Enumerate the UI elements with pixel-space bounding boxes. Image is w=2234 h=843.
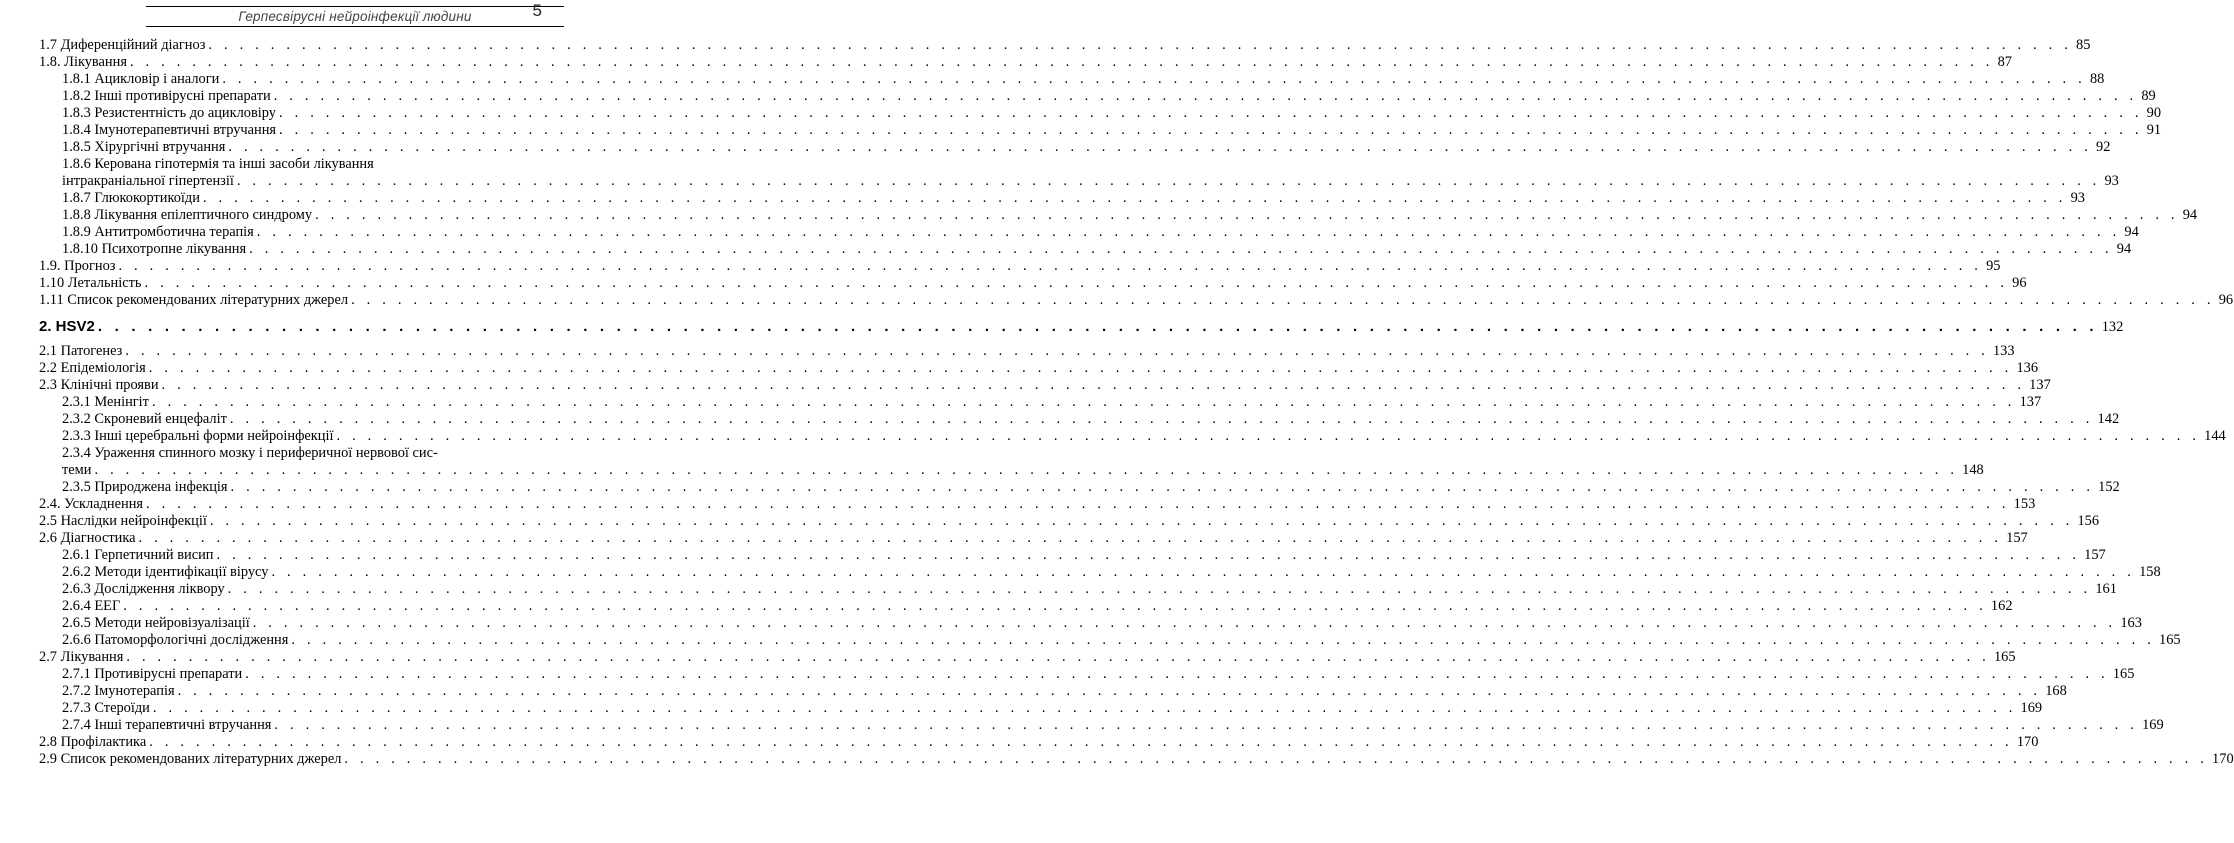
toc-entry-page: 148 [1962,462,1984,478]
toc-entry[interactable] [39,343,2015,360]
dot-leader: . . . . . . . . . . . . . . . . . . . . . . . . . . . . . . . . . . . . . . . . . . . . . . . . . . . . . . . . . . . . . . . . . . . . . . . . . . . . . . . . . . . . . . . . . . . . . . . . . . . . . . . . . . . . . . . . . . . . . . . . [279,122,2143,138]
dot-leader: . . . . . . . . . . . . . . . . . . . . . . . . . . . . . . . . . . . . . . . . . . . . . . . . . . . . . . . . . . . . . . . . . . . . . . . . . . . . . . . . . . . . . . . . . . . . . . . . . . . . . . . . . . . . . . . . . . . . . . . . [126,649,1990,665]
dot-leader: . . . . . . . . . . . . . . . . . . . . . . . . . . . . . . . . . . . . . . . . . . . . . . . . . . . . . . . . . . . . . . . . . . . . . . . . . . . . . . . . . . . . . . . . . . . . . . . . . . . . . . . . . . . . . . . . . . . . . . . . [245,666,2109,682]
toc-entry-page: 94 [2124,224,2139,240]
toc-entry-page: 132 [2101,319,2124,335]
toc-entry[interactable] [39,122,2162,139]
toc-entry-title: 2.6.4 ЕЕГ [62,598,121,614]
toc-entry[interactable] [39,394,2042,411]
dot-leader: . . . . . . . . . . . . . . . . . . . . . . . . . . . . . . . . . . . . . . . . . . . . . . . . . . . . . . . . . . . . . . . . . . . . . . . . . . . . . . . . . . . . . . . . . . . . . . . . . . . . . . . . . . . . . . . . . . . . . . . . [177,683,2042,699]
toc-entry-title: 1.11 Список рекомендованих літературних джерел [39,292,349,308]
dot-leader: . . . . . . . . . . . . . . . . . . . . . . . . . . . . . . . . . . . . . . . . . . . . . . . . . . . . . . . . . . . . . . . . . . . . . . . . . . . . . . . . . . . . . . . . . . . . . . . . . . . . . . . . . . . . . . . . . . . . . . . . [249,241,2113,257]
toc-entry-title: 2.8 Профілактика [39,734,147,750]
toc-entry-title: 1.10 Летальність [39,275,142,291]
dot-leader: . . . . . . . . . . . . . . . . . . . . . . . . . . . . . . . . . . . . . . . . . . . . . . . . . . . . . . . . . . . . . . . . . . . . . . . . . . . . . . . . . . . . . . . . . . . . . . . . . . . . . . . . . . . . . . . . . . . . . . . . [208,37,2073,53]
toc-entry[interactable] [39,156,2119,190]
toc-entry-title: теми [62,462,92,478]
toc-entry-page: 169 [2142,717,2164,733]
toc-entry-title: 1.8.3 Резистентність до ацикловіру [62,105,276,121]
toc-entry[interactable] [39,258,2001,275]
dot-leader: . . . . . . . . . . . . . . . . . . . . . . . . . . . . . . . . . . . . . . . . . . . . . . . . . . . . . . . . . . . . . . . . . . . . . . . . . . . . . . . . . . . . . . . . . . . . . . . . . . . . . . . . . . . . . . . . . . . . . . . . [146,496,2010,512]
dot-leader: . . . . . . . . . . . . . . . . . . . . . . . . . . . . . . . . . . . . . . . . . . . . . . . . . . . . . . . . . . . . . . . . . . . . . . . . . . . . . . . . . . . . . . . . . . . . . . . . . . . . . . . . . . . . . . . . . . . . . . . . [97,318,2098,335]
dot-leader: . . . . . . . . . . . . . . . . . . . . . . . . . . . . . . . . . . . . . . . . . . . . . . . . . . . . . . . . . . . . . . . . . . . . . . . . . . . . . . . . . . . . . . . . . . . . . . . . . . . . . . . . . . . . . . . . . . . . . . . . [151,394,2016,410]
toc-entry-title: 2.6.3 Дослідження ліквору [62,581,225,597]
toc-entry-page: 165 [2112,666,2135,682]
toc-entry-page: 163 [2120,615,2142,631]
toc-entry[interactable] [39,428,2226,445]
toc-entry-page: 168 [2045,683,2067,699]
toc-entry[interactable] [39,734,2039,751]
dot-leader: . . . . . . . . . . . . . . . . . . . . . . . . . . . . . . . . . . . . . . . . . . . . . . . . . . . . . . . . . . . . . . . . . . . . . . . . . . . . . . . . . . . . . . . . . . . . . . . . . . . . . . . . . . . . . . . . . . . . . . . . [279,105,2143,121]
toc-entry-title: 1.8.10 Психотропне лікування [62,241,247,257]
dot-leader: . . . . . . . . . . . . . . . . . . . . . . . . . . . . . . . . . . . . . . . . . . . . . . . . . . . . . . . . . . . . . . . . . . . . . . . . . . . . . . . . . . . . . . . . . . . . . . . . . . . . . . . . . . . . . . . . . . . . . . . . [118,258,1983,274]
dot-leader: . . . . . . . . . . . . . . . . . . . . . . . . . . . . . . . . . . . . . . . . . . . . . . . . . . . . . . . . . . . . . . . . . . . . . . . . . . . . . . . . . . . . . . . . . . . . . . . . . . . . . . . . . . . . . . . . . . . . . . . . [202,190,2067,206]
toc-entry-title: 2.9 Список рекомендованих літературних джерел [39,751,342,767]
toc-entry[interactable] [39,717,2164,734]
toc-entry-title-first-line: 1.8.6 Керована гіпотермія та інші засоби лікування [62,156,374,172]
dot-leader: . . . . . . . . . . . . . . . . . . . . . . . . . . . . . . . . . . . . . . . . . . . . . . . . . . . . . . . . . . . . . . . . . . . . . . . . . . . . . . . . . . . . . . . . . . . . . . . . . . . . . . . . . . . . . . . . . . . . . . . . [123,598,1987,614]
running-title: Герпесвірусні нейроінфекції людини [238,9,472,24]
dot-leader: . . . . . . . . . . . . . . . . . . . . . . . . . . . . . . . . . . . . . . . . . . . . . . . . . . . . . . . . . . . . . . . . . . . . . . . . . . . . . . . . . . . . . . . . . . . . . . . . . . . . . . . . . . . . . . . . . . . . . . . . [315,207,2179,223]
toc-entry-title: 1.9. Прогноз [39,258,116,274]
toc-entry-title: 2.4. Ускладнення [39,496,144,512]
dot-leader: . . . . . . . . . . . . . . . . . . . . . . . . . . . . . . . . . . . . . . . . . . . . . . . . . . . . . . . . . . . . . . . . . . . . . . . . . . . . . . . . . . . . . . . . . . . . . . . . . . . . . . . . . . . . . . . . . . . . . . . . [216,547,2081,563]
toc-entry-title: 2.7.4 Інші терапевтичні втручання [62,717,272,733]
toc-entry-title: 2.6.1 Герпетичний висип [62,547,214,563]
dot-leader: . . . . . . . . . . . . . . . . . . . . . . . . . . . . . . . . . . . . . . . . . . . . . . . . . . . . . . . . . . . . . . . . . . . . . . . . . . . . . . . . . . . . . . . . . . . . . . . . . . . . . . . . . . . . . . . . . . . . . . . . [230,479,2095,495]
toc-entry-title: 2.1 Патогенез [39,343,123,359]
toc-entry-page: 144 [2204,428,2226,444]
dot-leader: . . . . . . . . . . . . . . . . . . . . . . . . . . . . . . . . . . . . . . . . . . . . . . . . . . . . . . . . . . . . . . . . . . . . . . . . . . . . . . . . . . . . . . . . . . . . . . . . . . . . . . . . . . . . . . . . . . . . . . . . [336,428,2201,444]
toc-entry[interactable] [39,666,2135,683]
toc-entry[interactable] [39,581,2117,598]
dot-leader: . . . . . . . . . . . . . . . . . . . . . . . . . . . . . . . . . . . . . . . . . . . . . . . . . . . . . . . . . . . . . . . . . . . . . . . . . . . . . . . . . . . . . . . . . . . . . . . . . . . . . . . . . . . . . . . . . . . . . . . . [228,139,2092,155]
toc-entry-page: 156 [2077,513,2100,529]
dot-leader: . . . . . . . . . . . . . . . . . . . . . . . . . . . . . . . . . . . . . . . . . . . . . . . . . . . . . . . . . . . . . . . . . . . . . . . . . . . . . . . . . . . . . . . . . . . . . . . . . . . . . . . . . . . . . . . . . . . . . . . . [256,224,2121,240]
toc-entry[interactable] [39,190,2085,207]
toc-entry-title: 2.6.5 Методи нейровізуалізації [62,615,250,631]
toc-entry-title: 2.3.5 Природжена інфекція [62,479,228,495]
dot-leader: . . . . . . . . . . . . . . . . . . . . . . . . . . . . . . . . . . . . . . . . . . . . . . . . . . . . . . . . . . . . . . . . . . . . . . . . . . . . . . . . . . . . . . . . . . . . . . . . . . . . . . . . . . . . . . . . . . . . . . . . [152,700,2017,716]
toc-entry[interactable] [39,445,1984,479]
dot-leader: . . . . . . . . . . . . . . . . . . . . . . . . . . . . . . . . . . . . . . . . . . . . . . . . . . . . . . . . . . . . . . . . . . . . . . . . . . . . . . . . . . . . . . . . . . . . . . . . . . . . . . . . . . . . . . . . . . . . . . . . [149,734,2013,750]
toc-entry-page: 137 [2019,394,2042,410]
toc-entry-page: 94 [2182,207,2198,223]
dot-leader: . . . . . . . . . . . . . . . . . . . . . . . . . . . . . . . . . . . . . . . . . . . . . . . . . . . . . . . . . . . . . . . . . . . . . . . . . . . . . . . . . . . . . . . . . . . . . . . . . . . . . . . . . . . . . . . . . . . . . . . . [236,173,2101,189]
toc-entry-title: 1.8.2 Інші противірусні препарати [62,88,271,104]
dot-leader: . . . . . . . . . . . . . . . . . . . . . . . . . . . . . . . . . . . . . . . . . . . . . . . . . . . . . . . . . . . . . . . . . . . . . . . . . . . . . . . . . . . . . . . . . . . . . . . . . . . . . . . . . . . . . . . . . . . . . . . . [274,717,2139,733]
toc-entry[interactable] [39,547,2106,564]
toc-entry[interactable] [39,615,2142,632]
toc-entry-page: 142 [2097,411,2120,427]
toc-entry[interactable] [39,564,2161,581]
toc-entry-title: 1.8.8 Лікування епілептичного синдрому [62,207,313,223]
toc-entry-page: 93 [2104,173,2119,189]
toc-entry-page: 153 [2013,496,2036,512]
toc-entry[interactable] [39,751,2234,768]
toc-entry-page: 136 [2016,360,2039,376]
toc-entry-page: 89 [2141,88,2156,104]
toc-entry-page: 162 [1990,598,2013,614]
toc-entry[interactable] [39,377,2051,394]
toc-entry-title: 2.7.1 Противірусні препарати [62,666,243,682]
toc-entry-title: 2. HSV2 [39,318,95,335]
toc-entry[interactable] [39,683,2067,700]
toc-entry-title: 2.5 Наслідки нейроінфекції [39,513,207,529]
dot-leader: . . . . . . . . . . . . . . . . . . . . . . . . . . . . . . . . . . . . . . . . . . . . . . . . . . . . . . . . . . . . . . . . . . . . . . . . . . . . . . . . . . . . . . . . . . . . . . . . . . . . . . . . . . . . . . . . . . . . . . . . [273,88,2138,104]
page-number: 5 [532,1,542,20]
toc-entry[interactable] [39,530,2028,547]
toc-entry-page: 92 [2096,139,2111,155]
running-header [146,6,564,27]
toc-entry[interactable] [39,496,2036,513]
toc-entry-title: 1.8.4 Імунотерапевтичні втручання [62,122,277,138]
dot-leader: . . . . . . . . . . . . . . . . . . . . . . . . . . . . . . . . . . . . . . . . . . . . . . . . . . . . . . . . . . . . . . . . . . . . . . . . . . . . . . . . . . . . . . . . . . . . . . . . . . . . . . . . . . . . . . . . . . . . . . . . [252,615,2117,631]
dot-leader: . . . . . . . . . . . . . . . . . . . . . . . . . . . . . . . . . . . . . . . . . . . . . . . . . . . . . . . . . . . . . . . . . . . . . . . . . . . . . . . . . . . . . . . . . . . . . . . . . . . . . . . . . . . . . . . . . . . . . . . . [271,564,2136,580]
toc-entry-page: 161 [2095,581,2117,597]
toc-entry-title: 2.3.1 Менінгіт [62,394,149,410]
toc-entry[interactable] [39,411,2120,428]
toc-entry-page: 133 [1992,343,2015,359]
toc-entry-title: 2.7.3 Стероїди [62,700,150,716]
toc-entry-page: 87 [1997,54,2012,70]
toc-entry-page: 90 [2146,105,2162,121]
toc-entry-page: 165 [2159,632,2181,648]
toc-entry[interactable] [39,54,2012,71]
toc-entry-title: 2.3.3 Інші церебральні форми нейроінфекції [62,428,334,444]
dot-leader: . . . . . . . . . . . . . . . . . . . . . . . . . . . . . . . . . . . . . . . . . . . . . . . . . . . . . . . . . . . . . . . . . . . . . . . . . . . . . . . . . . . . . . . . . . . . . . . . . . . . . . . . . . . . . . . . . . . . . . . . [129,54,1994,70]
toc-entry-title: 1.8.1 Ацикловір і аналоги [62,71,220,87]
dot-leader: . . . . . . . . . . . . . . . . . . . . . . . . . . . . . . . . . . . . . . . . . . . . . . . . . . . . . . . . . . . . . . . . . . . . . . . . . . . . . . . . . . . . . . . . . . . . . . . . . . . . . . . . . . . . . . . . . . . . . . . . [351,292,2215,308]
toc-entry[interactable] [39,632,2181,649]
toc-entry[interactable] [39,513,2100,530]
toc-entry-title: інтракраніальної гіпертензії [62,173,234,189]
toc-entry-title: 2.7 Лікування [39,649,124,665]
toc-entry[interactable] [39,275,2027,292]
dot-leader: . . . . . . . . . . . . . . . . . . . . . . . . . . . . . . . . . . . . . . . . . . . . . . . . . . . . . . . . . . . . . . . . . . . . . . . . . . . . . . . . . . . . . . . . . . . . . . . . . . . . . . . . . . . . . . . . . . . . . . . . [125,343,1989,359]
dot-leader: . . . . . . . . . . . . . . . . . . . . . . . . . . . . . . . . . . . . . . . . . . . . . . . . . . . . . . . . . . . . . . . . . . . . . . . . . . . . . . . . . . . . . . . . . . . . . . . . . . . . . . . . . . . . . . . . . . . . . . . . [291,632,2156,648]
toc-entry-page: 137 [2029,377,2051,393]
toc-entry[interactable] [39,292,2234,309]
dot-leader: . . . . . . . . . . . . . . . . . . . . . . . . . . . . . . . . . . . . . . . . . . . . . . . . . . . . . . . . . . . . . . . . . . . . . . . . . . . . . . . . . . . . . . . . . . . . . . . . . . . . . . . . . . . . . . . . . . . . . . . . [222,71,2086,87]
toc-entry-page: 94 [2116,241,2132,257]
toc-entry-title: 2.6.6 Патоморфологічні дослідження [62,632,289,648]
toc-entry-title: 1.7 Диференційний діагноз [39,37,206,53]
toc-entry-page: 88 [2089,71,2105,87]
toc-entry[interactable] [39,88,2156,105]
toc-entry[interactable] [39,649,2016,666]
toc-entry[interactable] [39,105,2162,122]
toc-entry-page: 96 [2218,292,2234,308]
toc-entry-title: 2.6 Діагностика [39,530,136,546]
toc-entry[interactable] [39,700,2043,717]
toc-entry-title: 1.8.7 Глюкокортикоїди [62,190,200,206]
dot-leader: . . . . . . . . . . . . . . . . . . . . . . . . . . . . . . . . . . . . . . . . . . . . . . . . . . . . . . . . . . . . . . . . . . . . . . . . . . . . . . . . . . . . . . . . . . . . . . . . . . . . . . . . . . . . . . . . . . . . . . . . [94,462,1959,478]
toc-entry-title: 1.8.5 Хірургічні втручання [62,139,226,155]
dot-leader: . . . . . . . . . . . . . . . . . . . . . . . . . . . . . . . . . . . . . . . . . . . . . . . . . . . . . . . . . . . . . . . . . . . . . . . . . . . . . . . . . . . . . . . . . . . . . . . . . . . . . . . . . . . . . . . . . . . . . . . . [209,513,2074,529]
toc-entry-page: 157 [2084,547,2106,563]
toc-chapter-entry[interactable] [39,318,2124,336]
dot-leader: . . . . . . . . . . . . . . . . . . . . . . . . . . . . . . . . . . . . . . . . . . . . . . . . . . . . . . . . . . . . . . . . . . . . . . . . . . . . . . . . . . . . . . . . . . . . . . . . . . . . . . . . . . . . . . . . . . . . . . . . [161,377,2026,393]
toc-entry-title: 2.6.2 Методи ідентифікації вірусу [62,564,269,580]
toc-entry[interactable] [39,598,2013,615]
dot-leader: . . . . . . . . . . . . . . . . . . . . . . . . . . . . . . . . . . . . . . . . . . . . . . . . . . . . . . . . . . . . . . . . . . . . . . . . . . . . . . . . . . . . . . . . . . . . . . . . . . . . . . . . . . . . . . . . . . . . . . . . [138,530,2003,546]
toc-entry-title: 1.8. Лікування [39,54,127,70]
toc-entry[interactable] [39,224,2139,241]
toc-entry[interactable] [39,479,2120,496]
toc-entry-page: 169 [2020,700,2043,716]
toc-entry-page: 93 [2070,190,2085,206]
toc-entry-title-first-line: 2.3.4 Ураження спинного мозку і периферичної нервової сис- [62,445,438,461]
toc-entry[interactable] [39,241,2132,258]
toc-entry-page: 165 [1993,649,2016,665]
toc-entry-page: 85 [2076,37,2091,53]
toc-entry-title: 1.8.9 Антитромботична терапія [62,224,254,240]
dot-leader: . . . . . . . . . . . . . . . . . . . . . . . . . . . . . . . . . . . . . . . . . . . . . . . . . . . . . . . . . . . . . . . . . . . . . . . . . . . . . . . . . . . . . . . . . . . . . . . . . . . . . . . . . . . . . . . . . . . . . . . . [344,751,2209,767]
toc-entry-title: 2.2 Епідеміологія [39,360,146,376]
toc-entry-page: 96 [2012,275,2027,291]
toc-entry[interactable] [39,71,2105,88]
toc-entry-page: 170 [2016,734,2039,750]
toc-entry[interactable] [39,360,2039,377]
toc-entry-page: 95 [1986,258,2001,274]
toc-entry-page: 91 [2146,122,2162,138]
toc-entry[interactable] [39,139,2111,156]
toc-entry[interactable] [39,207,2198,224]
dot-leader: . . . . . . . . . . . . . . . . . . . . . . . . . . . . . . . . . . . . . . . . . . . . . . . . . . . . . . . . . . . . . . . . . . . . . . . . . . . . . . . . . . . . . . . . . . . . . . . . . . . . . . . . . . . . . . . . . . . . . . . . [148,360,2013,376]
toc-entry-page: 158 [2139,564,2161,580]
toc-entry-page: 152 [2098,479,2120,495]
toc-entry-title: 2.3 Клінічні прояви [39,377,159,393]
toc-entry-title: 2.3.2 Скроневий енцефаліт [62,411,227,427]
toc-entry[interactable] [39,37,2091,54]
toc-entry-page: 170 [2212,751,2234,767]
dot-leader: . . . . . . . . . . . . . . . . . . . . . . . . . . . . . . . . . . . . . . . . . . . . . . . . . . . . . . . . . . . . . . . . . . . . . . . . . . . . . . . . . . . . . . . . . . . . . . . . . . . . . . . . . . . . . . . . . . . . . . . . [144,275,2009,291]
toc-entry-title: 2.7.2 Імунотерапія [62,683,175,699]
toc-entry-page: 157 [2006,530,2028,546]
dot-leader: . . . . . . . . . . . . . . . . . . . . . . . . . . . . . . . . . . . . . . . . . . . . . . . . . . . . . . . . . . . . . . . . . . . . . . . . . . . . . . . . . . . . . . . . . . . . . . . . . . . . . . . . . . . . . . . . . . . . . . . . [227,581,2092,597]
dot-leader: . . . . . . . . . . . . . . . . . . . . . . . . . . . . . . . . . . . . . . . . . . . . . . . . . . . . . . . . . . . . . . . . . . . . . . . . . . . . . . . . . . . . . . . . . . . . . . . . . . . . . . . . . . . . . . . . . . . . . . . . [229,411,2094,427]
